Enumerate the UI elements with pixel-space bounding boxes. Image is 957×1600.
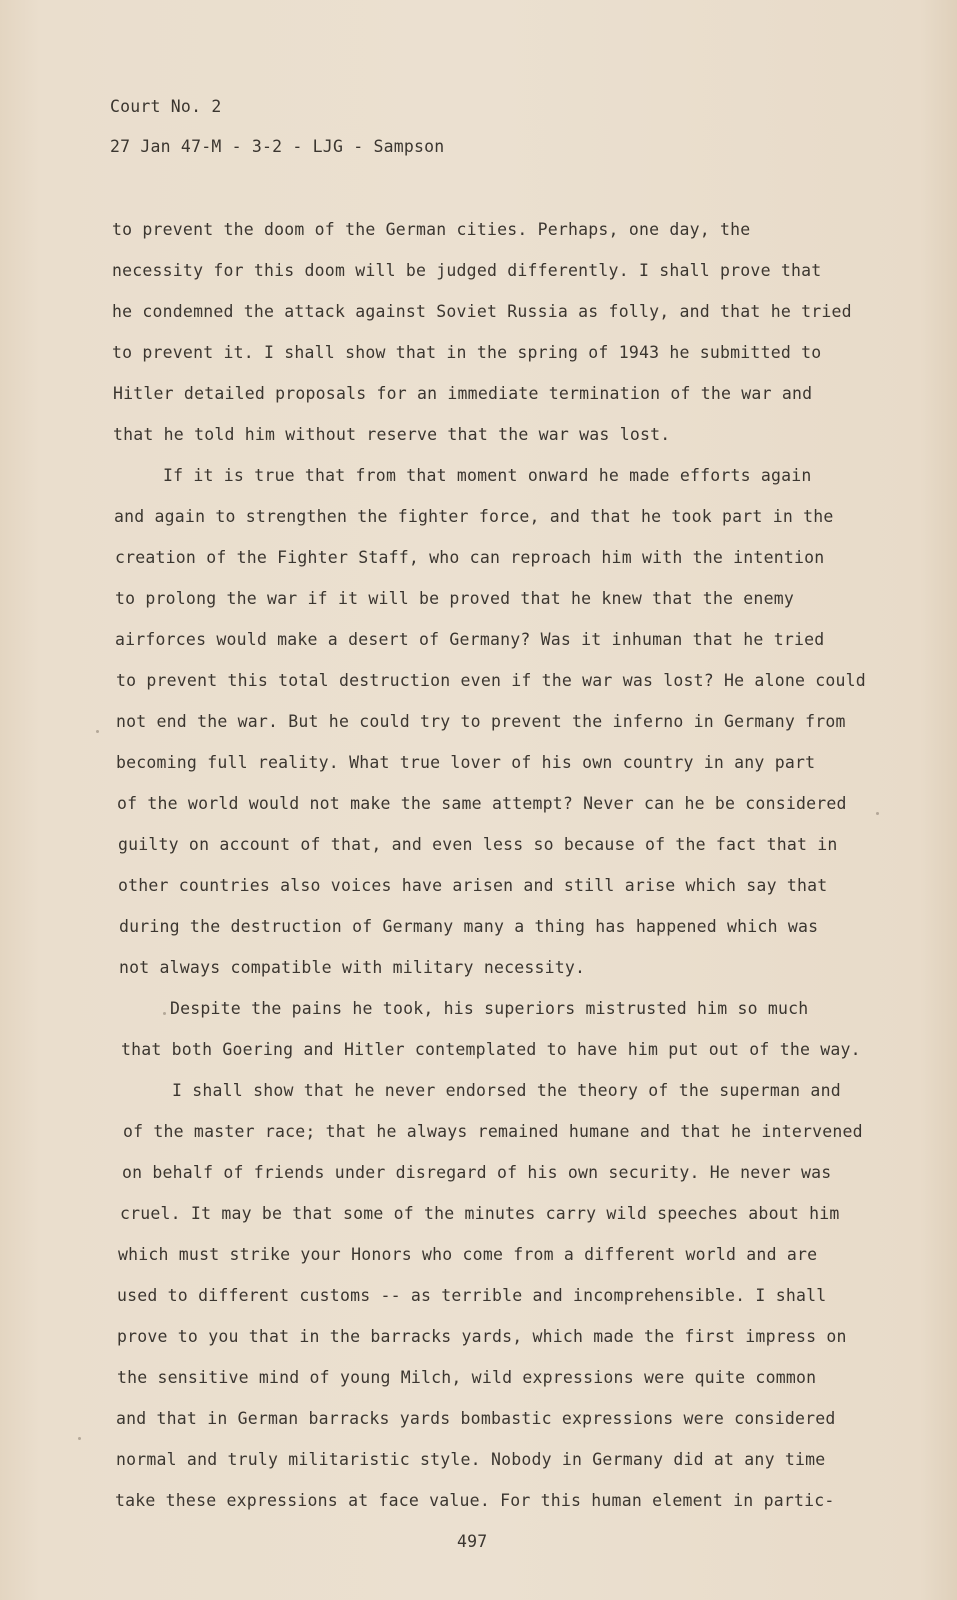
- text-line: of the world would not make the same attempt? Never can he be considered: [117, 794, 847, 813]
- text-line: Hitler detailed proposals for an immediate termination of the war and: [113, 384, 813, 403]
- text-line: he condemned the attack against Soviet Russia as folly, and that he tried: [112, 302, 852, 321]
- text-line: take these expressions at face value. For this human element in partic-: [115, 1491, 835, 1510]
- text-line: not end the war. But he could try to prevent the inferno in Germany from: [116, 712, 846, 731]
- text-line: to prevent it. I shall show that in the spring of 1943 he submitted to: [112, 343, 822, 362]
- paper-speck: [876, 812, 879, 815]
- text-line: to prevent this total destruction even if the war was lost? He alone could: [116, 671, 866, 690]
- text-line: I shall show that he never endorsed the theory of the superman and: [172, 1081, 841, 1100]
- text-line: and again to strengthen the fighter force, and that he took part in the: [114, 507, 834, 526]
- text-line: to prolong the war if it will be proved that he knew that the enemy: [115, 589, 794, 608]
- text-line: creation of the Fighter Staff, who can reproach him with the intention: [115, 548, 825, 567]
- text-line: of the master race; that he always remained humane and that he intervened: [123, 1122, 863, 1141]
- text-line: airforces would make a desert of Germany? Was it inhuman that he tried: [115, 630, 825, 649]
- text-line: necessity for this doom will be judged differently. I shall prove that: [112, 261, 822, 280]
- text-line: prove to you that in the barracks yards, which made the first impress on: [117, 1327, 847, 1346]
- text-line: on behalf of friends under disregard of his own security. He never was: [122, 1163, 832, 1182]
- paper-speck: [163, 1012, 166, 1015]
- text-line: to prevent the doom of the German cities. Perhaps, one day, the: [112, 220, 751, 239]
- text-line: which must strike your Honors who come from a different world and are: [118, 1245, 818, 1264]
- text-line: Despite the pains he took, his superiors mistrusted him so much: [170, 999, 809, 1018]
- text-line: If it is true that from that moment onward he made efforts again: [163, 466, 812, 485]
- text-line: during the destruction of Germany many a thing has happened which was: [119, 917, 819, 936]
- text-line: normal and truly militaristic style. Nobody in Germany did at any time: [116, 1450, 826, 1469]
- text-line: and that in German barracks yards bombastic expressions were considered: [116, 1409, 836, 1428]
- text-line: used to different customs -- as terrible and incomprehensible. I shall: [117, 1286, 827, 1305]
- text-line: that he told him without reserve that the war was lost.: [113, 425, 671, 444]
- text-line: becoming full reality. What true lover of his own country in any part: [116, 753, 816, 772]
- paper-speck: [96, 730, 99, 733]
- page-number: 497: [457, 1532, 488, 1551]
- text-line: that both Goering and Hitler contemplated to have him put out of the way.: [121, 1040, 861, 1059]
- text-line: not always compatible with military necessity.: [119, 958, 586, 977]
- text-line: other countries also voices have arisen and still arise which say that: [118, 876, 828, 895]
- text-line: guilty on account of that, and even less so because of the fact that in: [118, 835, 838, 854]
- court-number: Court No. 2: [110, 97, 222, 116]
- session-reference: 27 Jan 47-M - 3-2 - LJG - Sampson: [110, 137, 445, 156]
- text-line: cruel. It may be that some of the minutes carry wild speeches about him: [120, 1204, 840, 1223]
- paper-speck: [78, 1437, 81, 1440]
- text-line: the sensitive mind of young Milch, wild expressions were quite common: [117, 1368, 817, 1387]
